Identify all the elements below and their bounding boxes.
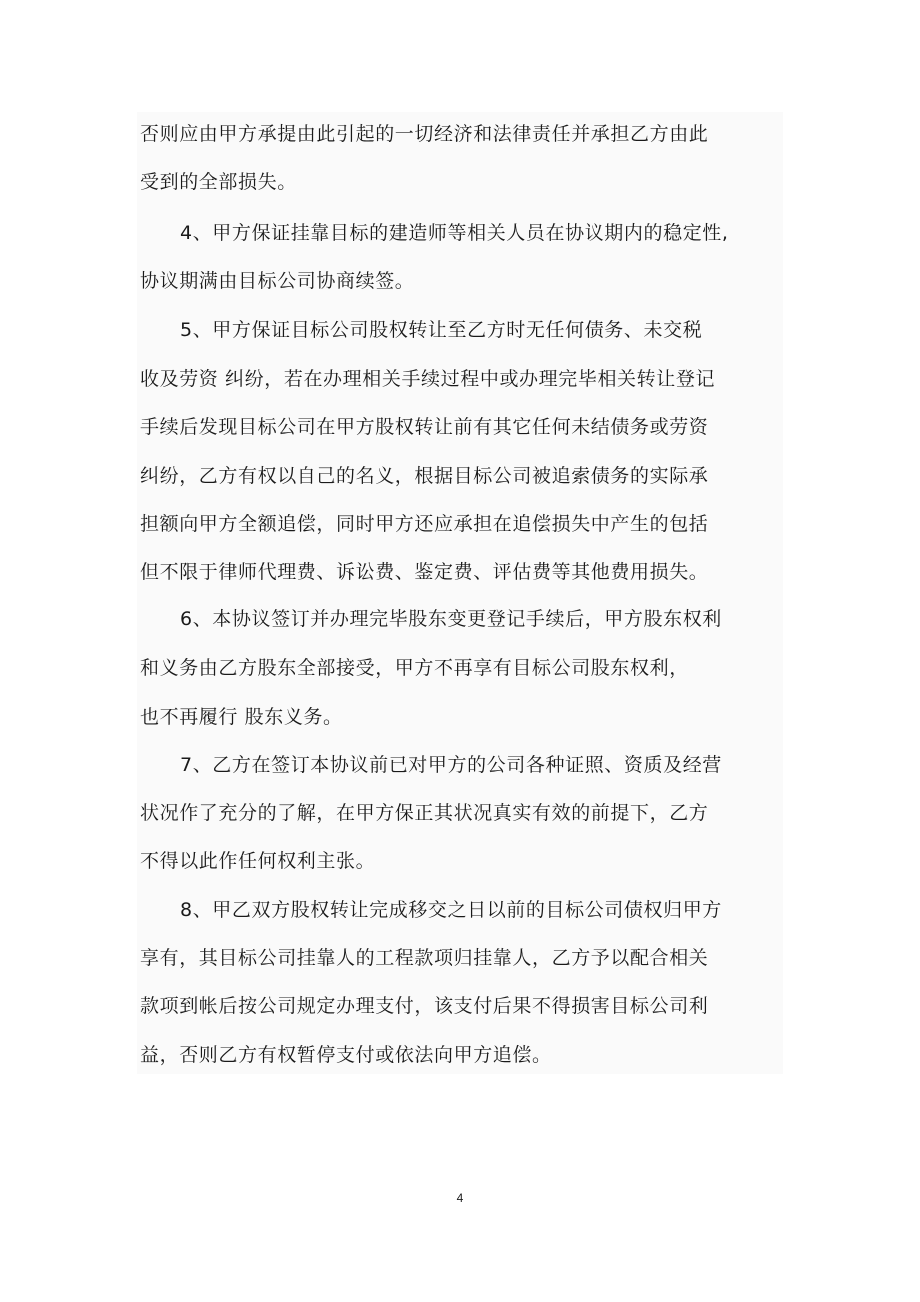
text-line: 受到的全部损失。 [140,171,297,193]
text-line: 协议期满由目标公司协商续签。 [140,270,415,292]
text-line: 纠纷，乙方有权以自己的名义，根据目标公司被追索债务的实际承 [140,465,709,487]
text-line: 也不再履行 股东义务。 [140,706,343,728]
text-line: 款项到帐后按公司规定办理支付，该支付后果不得损害目标公司利 [140,995,709,1017]
page-number: 4 [456,1191,464,1205]
text-line: 状况作了充分的了解，在甲方保正其状况真实有效的前提下，乙方 [140,802,709,824]
text-line: 和义务由乙方股东全部接受，甲方不再享有目标公司股东权利， [140,657,689,679]
text-line: 享有，其目标公司挂靠人的工程款项归挂靠人，乙方予以配合相关 [140,947,709,969]
clause-5-heading-line: 5、甲方保证目标公司股权转让至乙方时无任何债务、未交税 [180,319,703,341]
text-line: 益，否则乙方有权暂停支付或依法向甲方追偿。 [140,1044,552,1066]
text-line: 收及劳资 纠纷，若在办理相关手续过程中或办理完毕相关转让登记 [140,368,716,390]
clause-4-heading-line: 4、甲方保证挂靠目标的建造师等相关人员在协议期内的稳定性, [180,222,729,244]
clause-6-heading-line: 6、本协议签订并办理完毕股东变更登记手续后，甲方股东权利 [180,608,722,630]
contract-text-block [137,112,783,1074]
clause-8-heading-line: 8、甲乙双方股权转让完成移交之日以前的目标公司债权归甲方 [180,899,722,921]
text-line: 不得以此作任何权利主张。 [140,850,376,872]
text-line: 手续后发现目标公司在甲方股权转让前有其它任何未结债务或劳资 [140,416,709,438]
text-line: 但不限于律师代理费、诉讼费、鉴定费、评估费等其他费用损失。 [140,561,709,583]
text-line: 否则应由甲方承提由此引起的一切经济和法律责任并承担乙方由此 [140,123,709,145]
text-line: 担额向甲方全额追偿，同时甲方还应承担在追偿损失中产生的包括 [140,513,709,535]
clause-7-heading-line: 7、乙方在签订本协议前已对甲方的公司各种证照、资质及经营 [180,754,722,776]
